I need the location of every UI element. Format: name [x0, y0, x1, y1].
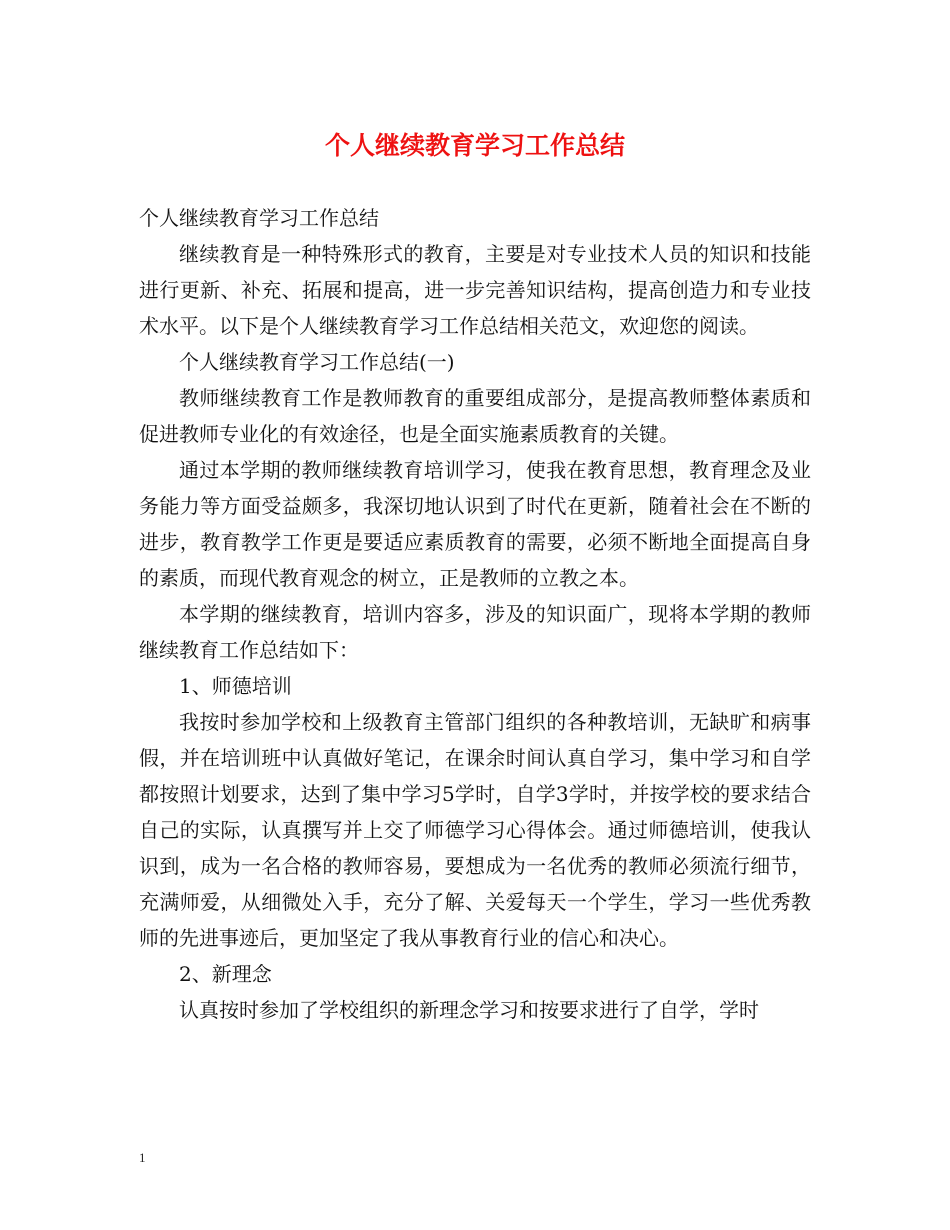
section-heading-new-concepts: 2、新理念 [179, 962, 272, 986]
page-number: 1 [139, 1150, 146, 1165]
document-title: 个人继续教育学习工作总结 [324, 131, 625, 160]
section-heading-ethics-training: 1、师德培训 [179, 674, 292, 698]
paragraph: 通过本学期的教师继续教育培训学习，使我在教育思想，教育理念及业务能力等方面受益颇多，我深切地认识到了时代在更新，随着社会在不断的进步，教育教学工作更是要适应素质教育的需要，必须不断地全面提高自身的素质，而现代教育观念的树立，正是教师的立教之本。 [139, 458, 811, 590]
paragraph: 我按时参加学校和上级教育主管部门组织的各种教培训，无缺旷和病事假，并在培训班中认真做好笔记，在课余时间认真自学习，集中学习和自学都按照计划要求，达到了集中学习5学时，自学3学时，并按学校的要求结合自己的实际，认真撰写并上交了师德学习心得体会。通过师德培训，使我认识到，成为一名合格的教师容易，要想成为一名优秀的教师必须流行细节，充满师爱，从细微处入手，充分了解、关爱每天一个学生，学习一些优秀教师的先进事迹后，更加坚定了我从事教育行业的信心和决心。 [139, 710, 811, 950]
paragraph: 教师继续教育工作是教师教育的重要组成部分，是提高教师整体素质和促进教师专业化的有效途径，也是全面实施素质教育的关键。 [139, 386, 811, 446]
document-body [139, 200, 811, 1028]
paragraph-intro: 继续教育是一种特殊形式的教育，主要是对专业技术人员的知识和技能进行更新、补充、拓展和提高，进一步完善知识结构，提高创造力和专业技术水平。以下是个人继续教育学习工作总结相关范文，欢迎您的阅读。 [139, 242, 811, 338]
section-heading-part-one: 个人继续教育学习工作总结(一) [179, 350, 455, 374]
paragraph: 本学期的继续教育，培训内容多，涉及的知识面广，现将本学期的教师继续教育工作总结如下： [139, 602, 811, 662]
paragraph-subtitle: 个人继续教育学习工作总结 [139, 206, 379, 230]
paragraph: 认真按时参加了学校组织的新理念学习和按要求进行了自学，学时 [179, 998, 759, 1022]
